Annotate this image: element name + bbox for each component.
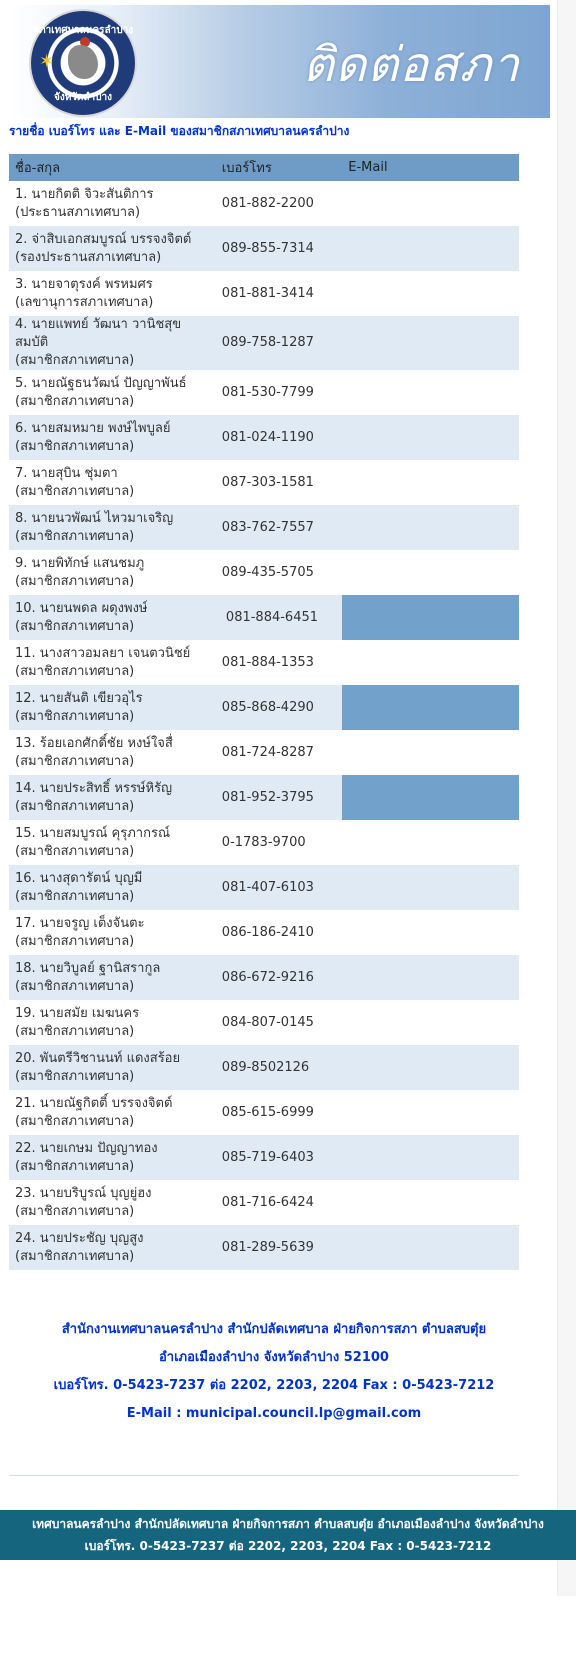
column-header-phone: เบอร์โทร [216, 154, 342, 181]
member-cell [9, 730, 216, 775]
member-phone: 081-724-8287 [221, 744, 314, 760]
member-cell [9, 865, 216, 910]
table-header-row [9, 154, 519, 181]
member-role: (สมาชิกสภาเทศบาล) [15, 618, 135, 634]
member-role: (สมาชิกสภาเทศบาล) [15, 1113, 135, 1129]
member-email [342, 505, 519, 550]
member-email [342, 685, 519, 730]
member-phone: 083-762-7557 [216, 505, 342, 550]
member-role: (ประธานสภาเทศบาล) [15, 204, 141, 220]
member-name: 11. นางสาวอมลยา เจนตวนิชย์ [15, 645, 191, 661]
member-role: (สมาชิกสภาเทศบาล) [15, 573, 135, 589]
member-cell [9, 181, 216, 226]
member-cell [9, 595, 216, 640]
member-cell [9, 685, 216, 730]
header-banner [9, 5, 550, 118]
member-email [342, 370, 519, 415]
member-email [342, 820, 519, 865]
member-phone: 081-884-1353 [221, 654, 314, 670]
table-row [9, 685, 519, 730]
table-row [9, 595, 519, 640]
member-email [342, 865, 519, 910]
member-name: 19. นายสมัย เมฆนคร [15, 1005, 140, 1021]
member-phone: 081-407-6103 [216, 865, 342, 910]
member-role: (สมาชิกสภาเทศบาล) [15, 708, 135, 724]
member-phone: 081-024-1190 [216, 415, 342, 460]
member-cell [9, 550, 216, 595]
member-phone: 086-672-9216 [216, 955, 342, 1000]
member-email [342, 910, 519, 955]
rooster-icon [68, 45, 98, 79]
member-phone: 085-615-6999 [221, 1104, 314, 1120]
member-cell [9, 1090, 216, 1135]
member-role: (เลขานุการสภาเทศบาล) [15, 294, 154, 310]
table-row [9, 181, 519, 226]
bottom-bar-address: เทศบาลนครลำปาง สำนักปลัดเทศบาล ฝ่ายกิจการสภา ตำบลสบตุ๋ย อำเภอเมืองลำปาง จังหวัดลำปาง [32, 1517, 544, 1531]
member-name: 18. นายวิบูลย์ ฐานิสรากูล [15, 960, 161, 976]
member-role: (สมาชิกสภาเทศบาล) [15, 798, 135, 814]
member-phone: 085-719-6403 [216, 1135, 342, 1180]
member-cell [9, 1225, 216, 1270]
table-row [9, 1090, 519, 1135]
member-phone: 085-868-4290 [216, 685, 342, 730]
member-phone: 089-8502126 [216, 1045, 342, 1090]
table-row [9, 910, 519, 955]
member-cell [9, 1045, 216, 1090]
member-cell [9, 415, 216, 460]
table-row [9, 955, 519, 1000]
table-row [9, 1135, 519, 1180]
footer-address-line1: สำนักงานเทศบาลนครลำปาง สำนักปลัดเทศบาล ฝ่ายกิจการสภา ตำบลสบตุ๋ย [61, 1322, 487, 1337]
member-role: (สมาชิกสภาเทศบาล) [15, 843, 135, 859]
member-email [342, 1045, 519, 1090]
member-cell [9, 271, 216, 316]
bottom-bar-phone: เบอร์โทร. 0-5423-7237 ต่อ 2202, 2203, 2204 Fax : 0-5423-7212 [84, 1539, 492, 1553]
member-email [342, 316, 519, 370]
table-row [9, 820, 519, 865]
member-phone: 081-884-6451 [216, 595, 342, 640]
member-email [342, 640, 519, 685]
member-phone: 081-881-3414 [221, 285, 314, 301]
member-name: 12. นายสันติ เขียวอุไร [15, 690, 143, 706]
member-email [342, 775, 519, 820]
table-row [9, 370, 519, 415]
member-role: (สมาชิกสภาเทศบาล) [15, 663, 135, 679]
member-phone: 081-952-3795 [216, 775, 342, 820]
table-row [9, 1045, 519, 1090]
member-name: 2. จ่าสิบเอกสมบูรณ์ บรรจงจิตต์ [15, 231, 192, 247]
member-phone: 089-758-1287 [216, 316, 342, 370]
member-name: 4. นายแพทย์ วัฒนา วานิชสุขสมบัติ [15, 317, 182, 350]
footer-address-line2: อำเภอเมืองลำปาง จังหวัดลำปาง 52100 [159, 1350, 389, 1365]
member-email [342, 1225, 519, 1270]
member-phone: 086-186-2410 [221, 924, 314, 940]
member-role: (สมาชิกสภาเทศบาล) [15, 528, 135, 544]
municipal-seal-logo [31, 11, 135, 115]
member-role: (สมาชิกสภาเทศบาล) [15, 393, 135, 409]
member-phone: 084-807-0145 [221, 1014, 314, 1030]
member-name: 1. นายกิตติ จิวะสันติการ [15, 186, 154, 202]
member-role: (สมาชิกสภาเทศบาล) [15, 753, 135, 769]
page-subtitle: รายชื่อ เบอร์โทร และ E-Mail ของสมาชิกสภาเทศบาลนครลำปาง [9, 124, 350, 138]
footer-phone-line: เบอร์โทร. 0-5423-7237 ต่อ 2202, 2203, 2204 Fax : 0-5423-7212 [53, 1378, 495, 1393]
table-row [9, 1000, 519, 1045]
member-name: 3. นายจาตุรงค์ พรหมศร [15, 276, 153, 292]
member-email [342, 460, 519, 505]
member-email [342, 550, 519, 595]
scrollbar-track[interactable] [557, 0, 576, 1596]
council-contact-table [9, 154, 519, 1270]
member-email [342, 1000, 519, 1045]
table-row [9, 1225, 519, 1270]
contact-footer [9, 1316, 539, 1428]
member-email [342, 595, 519, 640]
member-role: (สมาชิกสภาเทศบาล) [15, 1203, 135, 1219]
member-email [342, 415, 519, 460]
banner-title: ติดต่อสภา [302, 37, 520, 93]
divider [9, 1475, 519, 1476]
member-phone: 089-855-7314 [216, 226, 342, 271]
member-phone: 081-882-2200 [221, 195, 314, 211]
member-name: 21. นายณัฐกิตติ์ บรรจงจิตต์ [15, 1095, 173, 1111]
member-email [342, 1135, 519, 1180]
member-name: 22. นายเกษม ปัญญาทอง [15, 1140, 158, 1156]
member-cell [9, 910, 216, 955]
member-name: 15. นายสมบูรณ์ คุรุภากรณ์ [15, 825, 171, 841]
member-role: (สมาชิกสภาเทศบาล) [15, 438, 135, 454]
table-row [9, 505, 519, 550]
member-role: (สมาชิกสภาเทศบาล) [15, 978, 135, 994]
member-role: (รองประธานสภาเทศบาล) [15, 249, 162, 265]
member-name: 24. นายประชัญ บุญสูง [15, 1230, 144, 1246]
table-row [9, 775, 519, 820]
member-role: (สมาชิกสภาเทศบาล) [15, 933, 135, 949]
seal-text-bottom: จังหวัดลำปาง [53, 92, 113, 103]
member-cell [9, 226, 216, 271]
member-cell [9, 370, 216, 415]
member-phone: 089-435-5705 [221, 564, 314, 580]
member-cell [9, 316, 216, 370]
member-name: 6. นายสมหมาย พงษ์ไพบูลย์ [15, 420, 171, 436]
member-role: (สมาชิกสภาเทศบาล) [15, 1068, 135, 1084]
table-row [9, 730, 519, 775]
table-row [9, 1180, 519, 1225]
member-phone: 0-1783-9700 [221, 834, 306, 850]
member-email [342, 730, 519, 775]
member-email [342, 181, 519, 226]
member-cell [9, 775, 216, 820]
member-name: 17. นายจรูญ เต็งจันตะ [15, 915, 145, 931]
member-role: (สมาชิกสภาเทศบาล) [15, 353, 135, 368]
member-phone: 087-303-1581 [221, 474, 314, 490]
star-icon: ✶ [39, 51, 55, 72]
seal-text-top: สภาเทศบาลนครลำปาง [32, 25, 134, 36]
member-cell [9, 460, 216, 505]
member-phone: 081-530-7799 [221, 384, 314, 400]
table-row [9, 550, 519, 595]
member-name: 10. นายนพดล ผดุงพงษ์ [15, 600, 148, 616]
bottom-bar [0, 1510, 576, 1560]
member-cell [9, 505, 216, 550]
member-name: 13. ร้อยเอกศักดิ์ชัย หงษ์ใจสื่ [15, 735, 173, 751]
member-cell [9, 820, 216, 865]
table-row [9, 415, 519, 460]
member-name: 20. พันตรีวิชานนท์ แดงสร้อย [15, 1050, 181, 1066]
member-email [342, 955, 519, 1000]
member-email [342, 271, 519, 316]
member-email [342, 1180, 519, 1225]
member-phone: 081-716-6424 [221, 1194, 314, 1210]
table-row [9, 865, 519, 910]
member-role: (สมาชิกสภาเทศบาล) [15, 1023, 135, 1039]
member-email [342, 226, 519, 271]
member-name: 9. นายพิทักษ์ แสนชมภู [15, 555, 145, 571]
member-cell [9, 1000, 216, 1045]
member-name: 14. นายประสิทธิ์ หรรษ์หิรัญ [15, 780, 173, 796]
member-role: (สมาชิกสภาเทศบาล) [15, 1158, 135, 1174]
table-row [9, 271, 519, 316]
member-cell [9, 1135, 216, 1180]
table-row [9, 640, 519, 685]
member-name: 8. นายนวพัฒน์ ไหวมาเจริญ [15, 510, 174, 526]
member-role: (สมาชิกสภาเทศบาล) [15, 483, 135, 499]
table-row [9, 226, 519, 271]
column-header-name: ชื่อ-สกุล [9, 154, 216, 181]
table-row [9, 460, 519, 505]
member-cell [9, 955, 216, 1000]
member-role: (สมาชิกสภาเทศบาล) [15, 888, 135, 904]
table-row [9, 316, 519, 370]
column-header-email: E-Mail [342, 154, 519, 181]
footer-email-line[interactable]: E-Mail : municipal.council.lp@gmail.com [126, 1406, 422, 1421]
member-role: (สมาชิกสภาเทศบาล) [15, 1248, 135, 1264]
member-name: 16. นางสุดารัตน์ บุญมี [15, 870, 143, 886]
member-cell [9, 1180, 216, 1225]
member-name: 5. นายณัฐธนวัฒน์ ปัญญาพันธ์ [15, 375, 187, 391]
member-name: 7. นายสุบิน ชุ่มตา [15, 465, 118, 481]
member-name: 23. นายบริบูรณ์ บุญยู่ฮง [15, 1185, 152, 1201]
member-phone: 081-289-5639 [216, 1225, 342, 1270]
member-cell [9, 640, 216, 685]
member-email [342, 1090, 519, 1135]
